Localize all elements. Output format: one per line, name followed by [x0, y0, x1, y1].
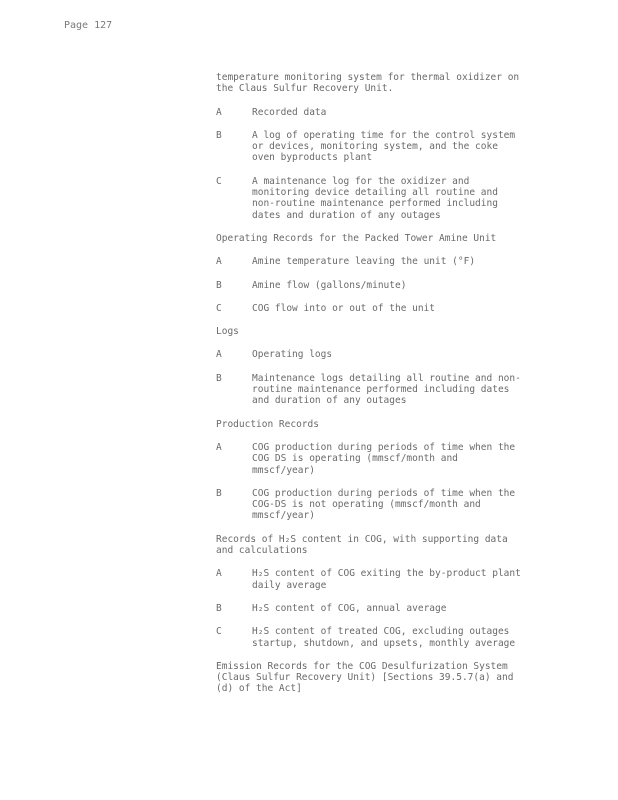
list-item — [216, 373, 546, 407]
list-item-text: H₂S content of COG, annual average — [252, 602, 447, 614]
list-item-letter: B — [216, 602, 222, 614]
list-item — [216, 568, 546, 591]
list-item — [216, 130, 546, 164]
list-item — [216, 303, 546, 314]
list-item — [216, 488, 546, 522]
document-body — [216, 72, 546, 707]
list-item-letter: B — [216, 487, 222, 499]
list-item-text: A log of operating time for the control system or devices, monitoring system, and the coke oven byproducts plant — [252, 129, 516, 164]
list-item-text: Amine flow (gallons/minute) — [252, 279, 407, 291]
list-item-text: Operating logs — [252, 349, 333, 361]
section-heading: Logs — [216, 326, 239, 338]
page-number: Page 127 — [64, 20, 113, 31]
list-item-text: COG flow into or out of the unit — [252, 302, 436, 314]
section-heading: Operating Records for the Packed Tower Amine Unit — [216, 232, 497, 244]
list-item — [216, 349, 546, 360]
list-item-text: COG production during periods of time when the COG DS is operating (mmscf/month and mmscf/year) — [252, 441, 516, 476]
list-item-letter: C — [216, 175, 222, 187]
list-item-letter: C — [216, 626, 222, 638]
list-item-text: Recorded data — [252, 106, 327, 118]
section-heading: Production Records — [216, 418, 319, 430]
list-item-letter: B — [216, 279, 222, 291]
section-heading: Records of H₂S content in COG, with supporting data and calculations — [216, 533, 508, 557]
list-item — [216, 280, 546, 291]
list-item — [216, 626, 546, 649]
list-item — [216, 107, 546, 118]
list-item-text: H₂S content of COG exiting the by-product plant daily average — [252, 568, 521, 591]
list-item-letter: A — [216, 349, 222, 361]
list-item — [216, 176, 546, 221]
section-heading: Emission Records for the COG Desulfurization System (Claus Sulfur Recovery Unit) [Sections 39.5.7(a) and (d) of the Act] — [216, 660, 514, 695]
list-item-letter: A — [216, 106, 222, 118]
list-item-letter: B — [216, 129, 222, 141]
list-item-text: COG production during periods of time when the COG-DS is not operating (mmscf/month and mmscf/year) — [252, 487, 516, 522]
list-item-letter: A — [216, 256, 222, 268]
list-item — [216, 603, 546, 614]
list-item-text: Amine temperature leaving the unit (°F) — [252, 256, 476, 268]
list-item-text: A maintenance log for the oxidizer and monitoring device detailing all routine and non-routine maintenance performed including dates and duration of any outages — [252, 175, 498, 221]
list-item-letter: B — [216, 372, 222, 384]
list-item-text: Maintenance logs detailing all routine and non- routine maintenance performed including dates and duration of any outages — [252, 372, 521, 407]
list-item-letter: A — [216, 568, 222, 580]
list-item — [216, 256, 546, 267]
list-item-letter: A — [216, 441, 222, 453]
section-heading: temperature monitoring system for thermal oxidizer on the Claus Sulfur Recovery Unit. — [216, 72, 520, 95]
list-item-letter: C — [216, 302, 222, 314]
list-item — [216, 442, 546, 476]
list-item-text: H₂S content of treated COG, excluding outages startup, shutdown, and upsets, monthly average — [252, 626, 516, 649]
